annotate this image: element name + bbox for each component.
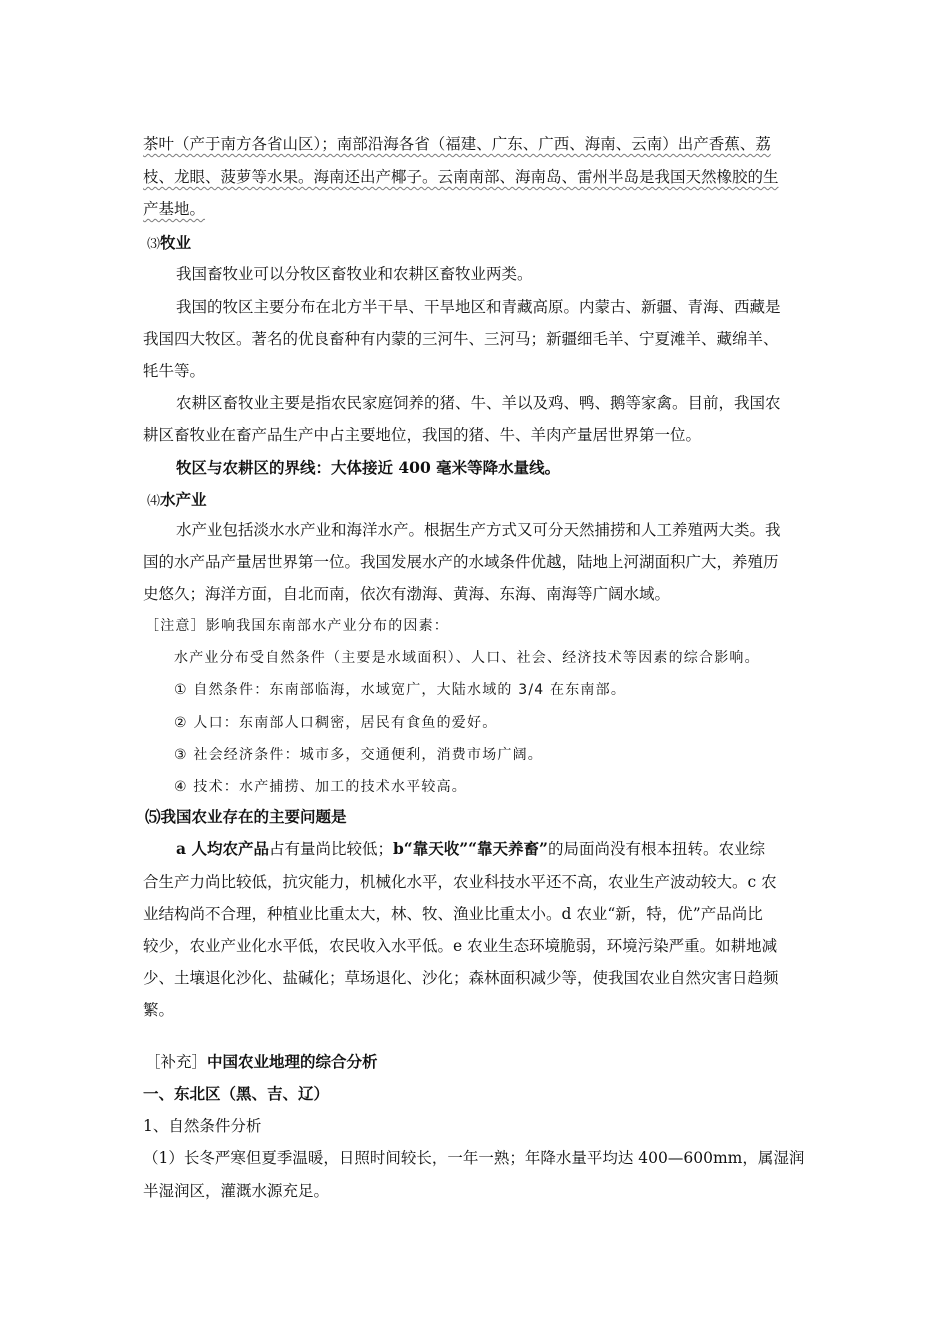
paragraph-line: 半湿润区，灌溉水源充足。 [143, 1182, 330, 1200]
text-line: 产基地。 [143, 200, 206, 218]
paragraph-line: 繁。 [143, 1001, 175, 1019]
paragraph-line: 少、土壤退化沙化、盐碱化；草场退化、沙化；森林面积减少等，使我国农业自然灾害日趋频 [143, 969, 779, 987]
paragraph-line: 我国的牧区主要分布在北方半干旱、干旱地区和青藏高原。内蒙古、新疆、青海、西藏是 [176, 298, 781, 316]
paragraph-line [176, 839, 765, 859]
bold-phrase: a 人均农产品 [176, 839, 269, 858]
section-title: 水产业 [160, 490, 207, 509]
paragraph-line: 我国四大牧区。著名的优良畜种有内蒙的三河牛、三河马；新疆细毛羊、宁夏滩羊、藏绵羊、 [143, 330, 779, 348]
boundary-statement: 牧区与农耕区的界线：大体接近 400 毫米等降水量线。 [176, 458, 561, 477]
section-heading-fishery [147, 490, 207, 512]
paragraph-line: 农耕区畜牧业主要是指农民家庭饲养的猪、牛、羊以及鸡、鸭、鹅等家禽。目前，我国农 [176, 394, 781, 412]
section-number: ⑶ [147, 237, 161, 252]
text-run: 占有量尚比较低； [268, 840, 393, 858]
note-line: ③ 社会经济条件：城市多，交通便利，消费市场广阔。 [174, 747, 543, 763]
section-heading-pastoral [147, 233, 191, 255]
paragraph-line: 合生产力尚比较低，抗灾能力，机械化水平，农业科技水平还不高，农业生产波动较大。c 农 [143, 873, 777, 891]
note-line: ① 自然条件：东南部临海，水域宽广，大陆水域的 3/4 在东南部。 [174, 682, 627, 698]
section-title: 牧业 [160, 233, 192, 252]
paragraph-line: 牦牛等。 [143, 362, 206, 380]
supplement-bracket: ［补充］ [145, 1053, 208, 1071]
note-line: 水产业分布受自然条件（主要是水域面积）、人口、社会、经济技术等因素的综合影响。 [174, 650, 760, 666]
paragraph-line: 史悠久；海洋方面，自北而南，依次有渤海、黄海、东海、南海等广阔水域。 [143, 585, 671, 603]
section-number: ⑷ [147, 494, 161, 509]
region-heading: 一、东北区（黑、吉、辽） [143, 1084, 330, 1103]
supplement-title: 中国农业地理的综合分析 [207, 1052, 378, 1071]
paragraph-line: 业结构尚不合理，种植业比重太大，林、牧、渔业比重太小。d 农业“新，特，优”产品尚比 [143, 905, 763, 923]
note-line: ④ 技术：水产捕捞、加工的技术水平较高。 [174, 779, 467, 795]
paragraph-line: 较少，农业产业化水平低，农民收入水平低。e 农业生态环境脆弱，环境污染严重。如耕地减 [143, 937, 778, 955]
paragraph-line: 水产业包括淡水水产业和海洋水产。根据生产方式又可分天然捕捞和人工养殖两大类。我 [176, 521, 781, 539]
supplement-heading [145, 1052, 378, 1072]
bold-phrase: b“靠天收”“靠天养畜” [392, 839, 548, 858]
text-line: 茶叶（产于南方各省山区）；南部沿海各省（福建、广东、广西、海南、云南）出产香蕉、荔 [143, 135, 771, 153]
text-run: 的局面尚没有根本扭转。农业综 [547, 840, 765, 858]
note-heading: ［注意］影响我国东南部水产业分布的因素： [145, 618, 449, 634]
paragraph-line: 耕区畜牧业在畜产品生产中占主要地位，我国的猪、牛、羊肉产量居世界第一位。 [143, 426, 702, 444]
paragraph-line: （1）长冬严寒但夏季温暖，日照时间较长，一年一熟；年降水量平均达 400—600mm，属湿润 [143, 1149, 805, 1167]
section-heading-problems: ⑸我国农业存在的主要问题是 [145, 807, 347, 826]
paragraph-line: 我国畜牧业可以分牧区畜牧业和农耕区畜牧业两类。 [176, 265, 533, 283]
text-line: 枝、龙眼、菠萝等水果。海南还出产椰子。云南南部、海南岛、雷州半岛是我国天然橡胶的生 [143, 168, 779, 186]
subsection-heading: 1、自然条件分析 [143, 1117, 262, 1135]
paragraph-line: 国的水产品产量居世界第一位。我国发展水产的水域条件优越，陆地上河湖面积广大，养殖历 [143, 553, 779, 571]
note-line: ② 人口：东南部人口稠密，居民有食鱼的爱好。 [174, 715, 498, 731]
